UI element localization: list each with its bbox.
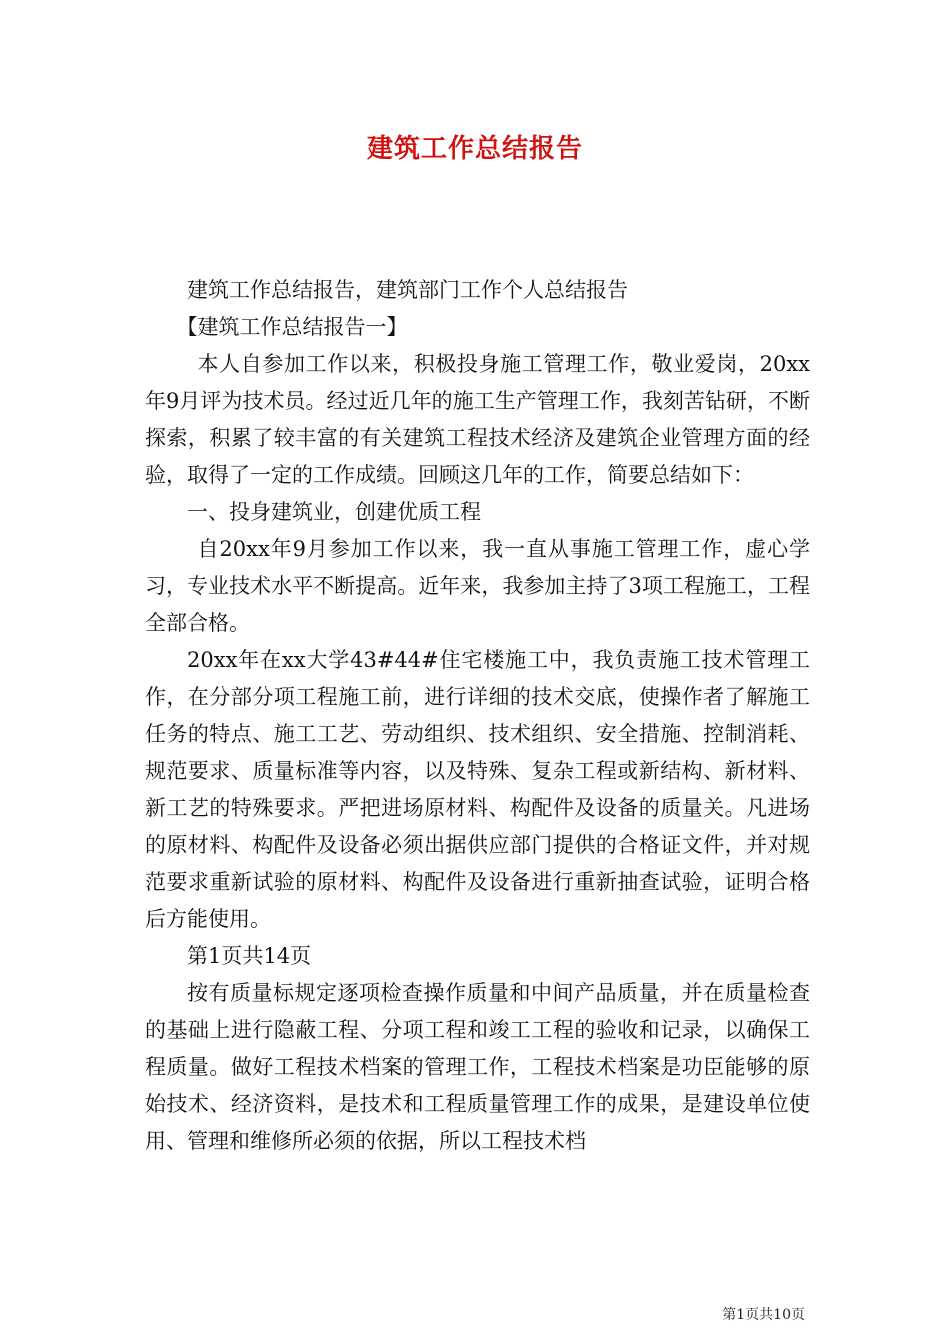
paragraph-quality: 按有质量标规定逐项检查操作质量和中间产品质量，并在质量检查的基础上进行隐蔽工程、分项工程和竣工工程的验收和记录，以确保工程质量。做好工程技术档案的管理工作，工程技术档案是功臣能够的原始技术、经济资料，是技术和工程质量管理工作的成果，是建设单位使用、管理和维修所必须的依据，所以工程技术档: [145, 981, 810, 1153]
document-body: [145, 272, 810, 1160]
page-footer: 第1页共10页: [722, 1307, 805, 1323]
paragraph-section-heading: 【建筑工作总结报告一】: [176, 315, 408, 339]
paragraph-heading-1: 一、投身建筑业，创建优质工程: [187, 500, 481, 524]
document-title: 建筑工作总结报告: [366, 134, 583, 164]
paragraph-experience: 自20xx年9月参加工作以来，我一直从事施工管理工作，虚心学习，专业技术水平不断提高。近年来，我参加主持了3项工程施工，工程全部合格。: [145, 537, 810, 635]
paragraph-inline-page-note: 第1页共14页: [187, 944, 312, 968]
paragraph-project: 20xx年在xx大学43#44#住宅楼施工中，我负责施工技术管理工作，在分部分项工程施工前，进行详细的技术交底，使操作者了解施工任务的特点、施工工艺、劳动组织、技术组织、安全措施、控制消耗、规范要求、质量标准等内容，以及特殊、复杂工程或新结构、新材料、新工艺的特殊要求。严把进场原材料、构配件及设备的质量关。凡进场的原材料、构配件及设备必须出据供应部门提供的合格证文件，并对规范要求重新试验的原材料、构配件及设备进行重新抽查试验，证明合格后方能使用。: [145, 648, 810, 931]
paragraph-intro: 本人自参加工作以来，积极投身施工管理工作，敬业爱岗，20xx年9月评为技术员。经过近几年的施工生产管理工作，我刻苦钻研，不断探索，积累了较丰富的有关建筑工程技术经济及建筑企业管理方面的经验，取得了一定的工作成绩。回顾这几年的工作，简要总结如下：: [145, 352, 810, 487]
paragraph-subtitle: 建筑工作总结报告，建筑部门工作个人总结报告: [187, 278, 628, 302]
